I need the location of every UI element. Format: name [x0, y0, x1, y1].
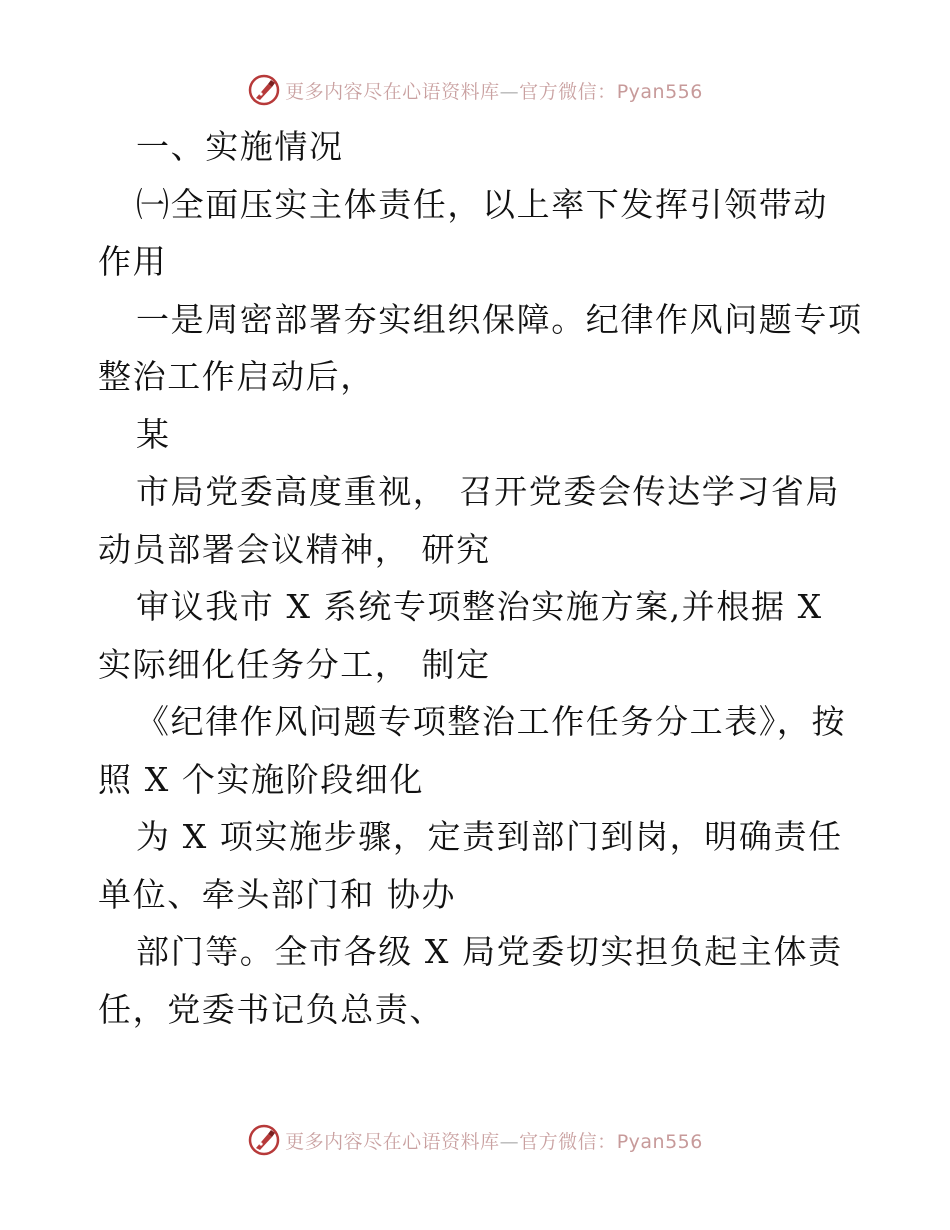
pen-logo-icon	[247, 1123, 281, 1157]
watermark-separator: —	[499, 1130, 520, 1153]
document-body	[98, 118, 863, 1038]
pen-logo-icon	[247, 73, 281, 107]
watermark-contact-label: 官方微信：	[519, 80, 617, 103]
text-line: 任，党委书记负总责、	[98, 989, 444, 1029]
text-line: 一、实施情况	[136, 127, 344, 166]
footer-watermark	[0, 1120, 950, 1160]
text-line: 动员部署会议精神， 研究	[98, 529, 491, 569]
text-line: 整治工作启动后，	[98, 357, 375, 396]
text-line: 单位、牵头部门和 协办	[98, 874, 457, 914]
watermark-brand: 更多内容尽在心语资料库	[285, 80, 500, 103]
watermark-account: Pyan556	[616, 1130, 703, 1153]
text-line: 市局党委高度重视， 召开党委会传达学习省局	[136, 472, 841, 511]
watermark-text	[285, 1127, 703, 1154]
text-line: 照 X 个实施阶段细化	[98, 759, 425, 799]
text-line: 某	[136, 414, 171, 454]
text-line: 为 X 项实施步骤，定责到部门到岗，明确责任	[136, 817, 843, 856]
watermark-text	[285, 77, 703, 104]
text-line: 部门等。全市各级 X 局党委切实担负起主体责	[136, 932, 843, 971]
text-line: 一是周密部署夯实组织保障。纪律作风问题专项	[136, 299, 863, 339]
text-line: 审议我市 X 系统专项整治实施方案,并根据 X	[136, 587, 823, 626]
text-line: 实际细化任务分工， 制定	[98, 644, 491, 684]
header-watermark	[0, 70, 950, 110]
watermark-brand: 更多内容尽在心语资料库	[285, 1130, 500, 1153]
text-line: 《纪律作风问题专项整治工作任务分工表》，按	[136, 702, 847, 741]
text-line: 作用	[98, 242, 168, 281]
watermark-separator: —	[499, 80, 520, 103]
watermark-contact-label: 官方微信：	[519, 1130, 617, 1153]
text-line: ㈠全面压实主体责任，以上率下发挥引领带动	[136, 184, 828, 224]
watermark-account: Pyan556	[616, 80, 703, 103]
